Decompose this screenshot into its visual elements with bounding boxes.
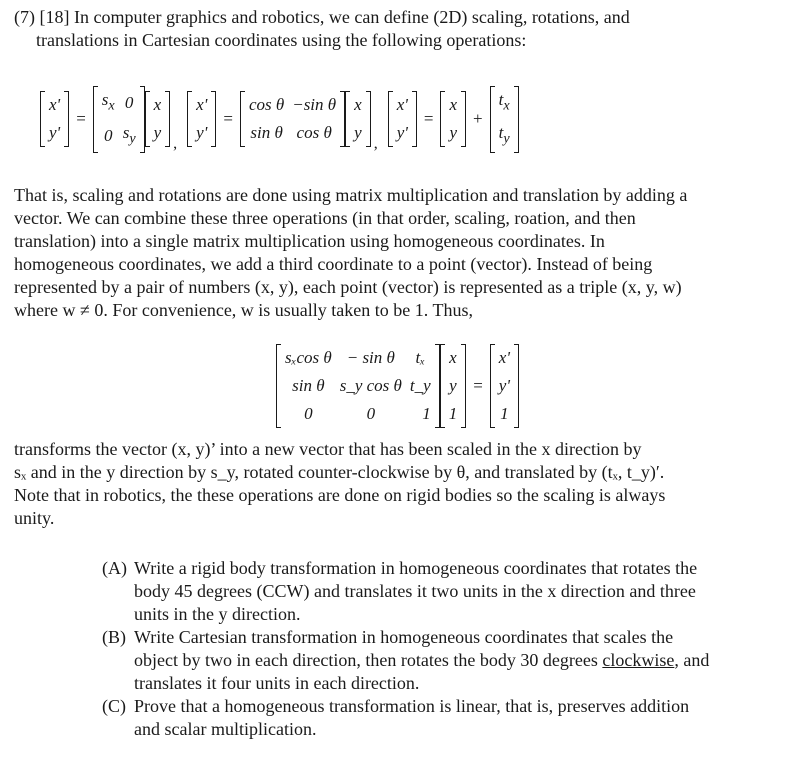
scale-vector: x y — [145, 91, 171, 147]
scale-matrix: $s_x$ 0 0 $s_y$ — [93, 86, 145, 153]
rot-vector: x y — [345, 91, 371, 147]
homog-matrix: sₓcos θ − sin θ tₓ sin θ s_y cos θ t_y 0 0 1 — [276, 344, 440, 428]
trans-offset: $t_x$ $t_y$ — [490, 86, 519, 153]
scale-lhs: x' y' — [40, 91, 69, 147]
question-b: (B) Write Cartesian transformation in homogeneous coordinates that scales the object by two in each direction, then rotates the body 30 degrees clockwise, and translates it four units in each direction. — [102, 627, 710, 693]
equations-row: x' y' = $s_x$ 0 0 $s_y$ x y , x' y' = cos θ −sin θ sin θ cos θ x y , x' y' = x y + $t_x$ $t_y$ — [40, 86, 519, 153]
trans-vector: x y — [440, 91, 466, 147]
trans-lhs: x' y' — [388, 91, 417, 147]
rot-lhs: x' y' — [187, 91, 216, 147]
homog-vector: x y 1 — [440, 344, 467, 428]
problem-header — [14, 6, 799, 52]
question-list — [102, 557, 782, 741]
homogeneous-equation: sₓcos θ − sin θ tₓ sin θ s_y cos θ t_y 0 0 1 x y 1 = x' y' 1 — [276, 344, 519, 428]
header-line2: translations in Cartesian coordinates using the following operations: — [36, 30, 527, 50]
paragraph-2: transforms the vector (x, y)’ into a new vector that has been scaled in the x direction by sₓ and in the y direction by s_y, rotated counter-clockwise by θ, and translated by (tₓ, t_y)′. Note that in robotics, the these operations are done on rigid bodies so the scaling is always unity. — [14, 439, 666, 528]
homog-lhs: x' y' 1 — [490, 344, 519, 428]
paragraph-1: That is, scaling and rotations are done using matrix multiplication and translation by adding a vector. We can combine these three operations (in that order, scaling, roation, and then translation) into a single matrix multiplication using homogeneous coordinates. In homogeneous coordinates, we add a third coordinate to a point (vector). Instead of being represented by a pair of numbers (x, y), each point (vector) is represented as a triple (x, y, w) where w ≠ 0. For convenience, w is usually taken to be 1. Thus, — [14, 185, 688, 320]
question-a: (A) Write a rigid body transformation in homogeneous coordinates that rotates the body 45 degrees (CCW) and translates it two units in the x direction and three units in the y direction. — [102, 558, 698, 624]
rot-matrix: cos θ −sin θ sin θ cos θ — [240, 91, 345, 147]
header-line1: (7) [18] In computer graphics and robotics, we can define (2D) scaling, rotations, and — [14, 7, 630, 27]
question-c: (C) Prove that a homogeneous transformation is linear, that is, preserves addition and scalar multiplication. — [102, 696, 690, 739]
